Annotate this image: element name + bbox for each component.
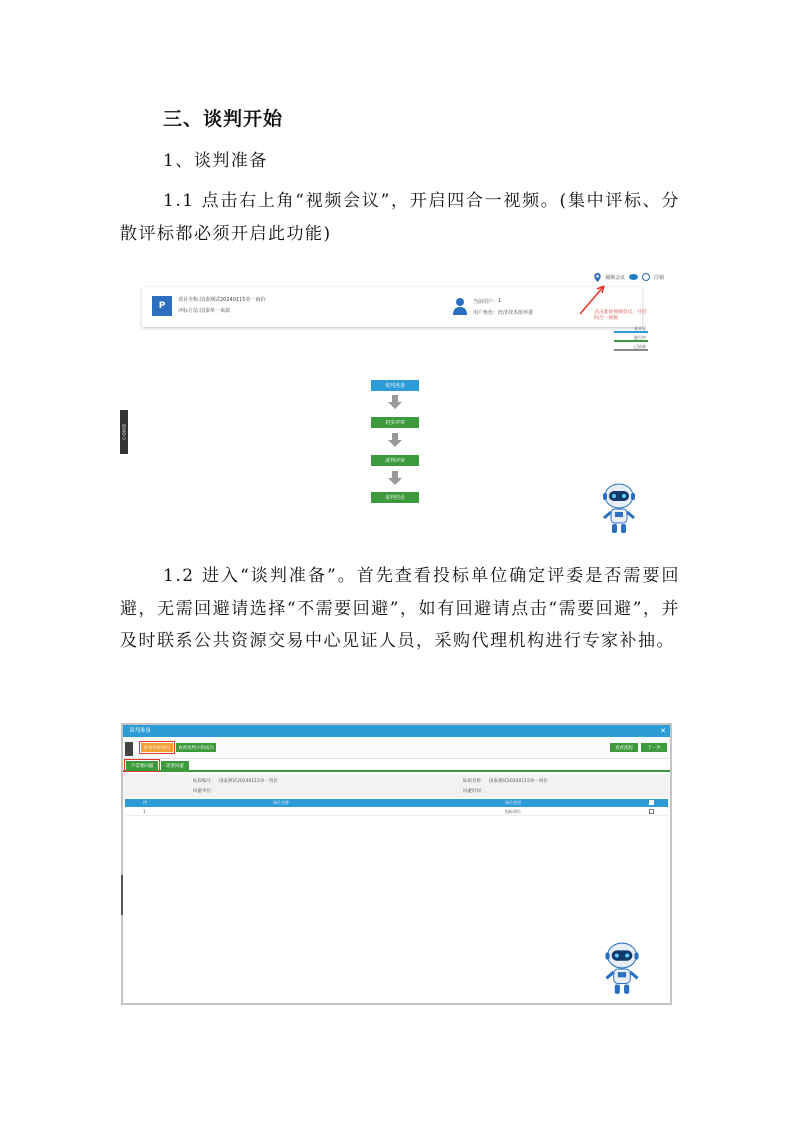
name-value: 国泰测试20240115单一询价 xyxy=(489,779,548,784)
user-icon xyxy=(453,297,467,315)
annotation-note: 点击此处视频会议，开启四合一视频 xyxy=(594,310,647,321)
row-no: 1 xyxy=(143,809,146,814)
robot-assistant-icon[interactable] xyxy=(601,941,643,997)
subsection-heading: 1、谈判准备 xyxy=(163,151,268,171)
down-arrow-icon xyxy=(388,471,402,485)
time-label: 回避时间： xyxy=(463,789,486,794)
screenshot-negotiation-prepare-window xyxy=(121,723,672,1005)
legend-not-started: 未开始 xyxy=(614,326,648,333)
table-header xyxy=(125,799,668,807)
table-row xyxy=(125,808,668,816)
screenshot-evaluation-home xyxy=(120,266,675,538)
project-logo: P xyxy=(152,296,172,316)
power-icon[interactable] xyxy=(642,273,650,281)
eye-icon[interactable] xyxy=(629,274,638,280)
row-type: 投标单位 xyxy=(505,809,521,814)
legend-in-progress: 进行中 xyxy=(614,335,648,342)
col-no: 序 xyxy=(143,800,147,805)
window-titlebar xyxy=(123,725,670,737)
project-name-label: 项目全称： xyxy=(178,297,204,303)
flow-step-negotiation[interactable]: 谈判评审 xyxy=(371,455,419,466)
name-label: 标段名称： xyxy=(463,779,486,784)
need-avoid-button[interactable]: 需要回避 xyxy=(161,761,189,770)
highlight-box xyxy=(124,759,160,772)
next-step-button[interactable]: 下一步 xyxy=(641,743,667,752)
no-avoid-button[interactable]: 不需要回避 xyxy=(126,761,158,770)
paragraph-1: 1.1 点击右上角“视频会议”，开启四合一视频。(集中评标、分散评标都必须开启此功能) xyxy=(120,191,680,244)
view-bidders-button[interactable]: 查看投标单位 xyxy=(141,743,173,752)
avoid-tabs xyxy=(123,760,670,772)
user-no: 1 xyxy=(498,298,502,304)
down-arrow-icon xyxy=(388,395,402,409)
view-process-button[interactable]: 查看流程 xyxy=(610,743,638,752)
code-label: 标段编号： xyxy=(193,779,216,784)
doc-icon xyxy=(125,742,133,756)
paragraph-2: 1.2 进入“谈判准备”。首先查看投标单位确定评委是否需要回避，无需回避请选择“不需要回避”，如有回避请点击“需要回避”，并及时联系公共资源交易中心见证人员，采购代理机构进行专家补抽。 xyxy=(120,566,680,651)
code-value: 国泰测试20240115单一询价 xyxy=(219,779,278,784)
status-legend xyxy=(614,326,648,353)
col-name: 单位名称 xyxy=(273,800,289,805)
view-panel-button[interactable]: 查看谈判小组成员 xyxy=(176,743,216,752)
window-toolbar xyxy=(123,737,670,759)
logout-link[interactable]: 注销 xyxy=(654,274,665,281)
col-type: 单位类型 xyxy=(505,800,521,805)
highlight-box xyxy=(139,741,175,754)
reason-label: 回避单位： xyxy=(193,789,216,794)
role-label: 用户角色： xyxy=(473,310,499,316)
down-arrow-icon xyxy=(388,433,402,447)
close-icon[interactable]: ✕ xyxy=(660,727,666,735)
method-value: 国泰单一来源 xyxy=(200,308,231,314)
select-all-checkbox[interactable] xyxy=(649,800,654,805)
project-name: 国泰测试20240115单一询价 xyxy=(200,297,266,303)
section-heading: 三、谈判开始 xyxy=(163,108,284,130)
left-edge-mark xyxy=(121,875,123,915)
video-meeting-link[interactable]: 视频会议 xyxy=(605,274,626,281)
flow-step-preliminary[interactable]: 初步评审 xyxy=(371,417,419,428)
section-info xyxy=(123,774,670,798)
window-title: 谈判准备 xyxy=(129,728,152,734)
legend-finished: 已结束 xyxy=(614,344,648,351)
role-value: 经济技术组评委 xyxy=(498,310,534,316)
flow-step-prepare[interactable]: 谈判准备 xyxy=(371,380,419,391)
project-header xyxy=(142,287,642,327)
user-no-label: 当前用户： xyxy=(473,299,499,305)
flow-step-conclusion[interactable]: 谈判结论 xyxy=(371,492,419,503)
side-message-tab[interactable]: 消息中心 xyxy=(120,410,128,454)
robot-assistant-icon[interactable] xyxy=(599,482,639,536)
row-checkbox[interactable] xyxy=(649,809,654,814)
method-label: 评标方法： xyxy=(178,308,204,314)
